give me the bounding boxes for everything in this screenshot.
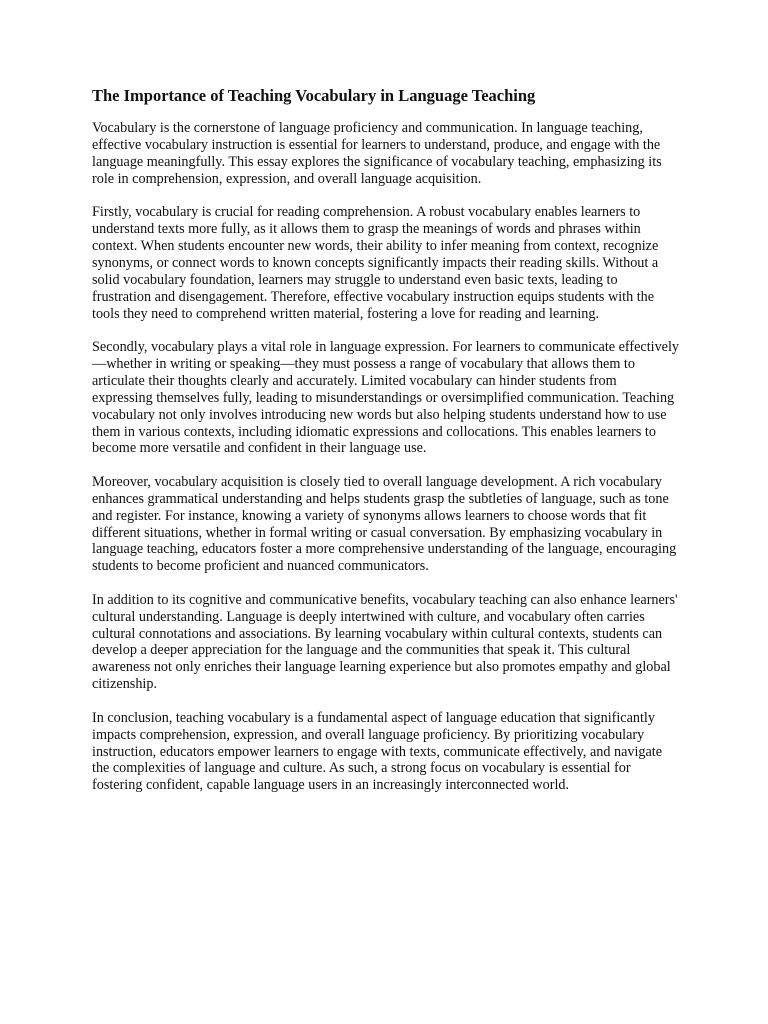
paragraph-introduction: Vocabulary is the cornerstone of language proficiency and communication. In language teaching, effective vocabulary instruction is essential for learners to understand, produce, and engage with the language meaningfully. This essay explores the significance of vocabulary teaching, emphasizing its role in comprehension, expression, and overall language acquisition.	[92, 120, 662, 187]
paragraph-conclusion: In conclusion, teaching vocabulary is a fundamental aspect of language education that significantly impacts comprehension, expression, and overall language proficiency. By prioritizing vocabulary instruction, educators empower learners to engage with texts, communicate effectively, and navigate the complexities of language and culture. As such, a strong focus on vocabulary is essential for fostering confident, capable language users in an increasingly interconnected world.	[92, 709, 663, 794]
paragraph-language-expression: Secondly, vocabulary plays a vital role in language expression. For learners to communicate effectively—whether in writing or speaking—they must possess a range of vocabulary that allows them to articulate their thoughts clearly and accurately. Limited vocabulary can hinder students from expressing themselves fully, leading to misunderstandings or oversimplified communication. Teaching vocabulary not only involves introducing new words but also helping students understand how to use them in various contexts, including idiomatic expressions and collocations. This enables learners to become more versatile and confident in their language use.	[92, 338, 680, 457]
paragraph-language-development: Moreover, vocabulary acquisition is closely tied to overall language development. A rich vocabulary enhances grammatical understanding and helps students grasp the subtleties of language, such as tone and register. For instance, knowing a variety of synonyms allows learners to choose words that fit different situations, whether in formal writing or casual conversation. By emphasizing vocabulary in language teaching, educators foster a more comprehensive understanding of the language, encouraging students to become proficient and nuanced communicators.	[92, 473, 677, 575]
paragraph-reading-comprehension: Firstly, vocabulary is crucial for reading comprehension. A robust vocabulary enables learners to understand texts more fully, as it allows them to grasp the meanings of words and phrases within context. When students encounter new words, their ability to infer meaning from context, recognize synonyms, or connect words to known concepts significantly impacts their reading skills. Without a solid vocabulary foundation, learners may struggle to understand even basic texts, leading to frustration and disengagement. Therefore, effective vocabulary instruction equips students with the tools they need to comprehend written material, fostering a love for reading and learning.	[92, 204, 659, 322]
paragraph-cultural-understanding: In addition to its cognitive and communicative benefits, vocabulary teaching can also enhance learners' cultural understanding. Language is deeply intertwined with culture, and vocabulary often carries cultural connotations and associations. By learning vocabulary within cultural contexts, students can develop a deeper appreciation for the language and the communities that speak it. This cultural awareness not only enriches their language learning experience but also promotes empathy and global citizenship.	[92, 591, 678, 693]
document-title: The Importance of Teaching Vocabulary in Language Teaching	[92, 86, 536, 105]
